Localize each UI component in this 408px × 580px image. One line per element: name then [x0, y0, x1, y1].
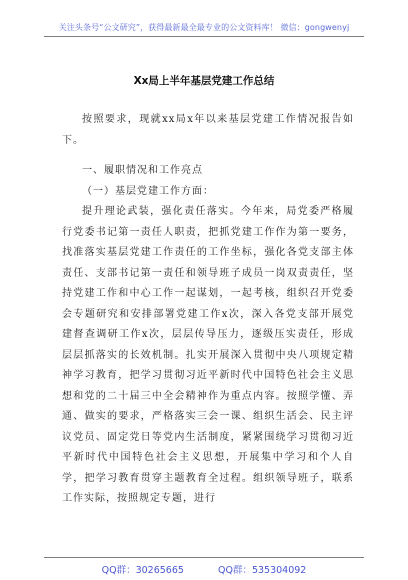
header-divider — [44, 36, 364, 37]
document-title: Xx局上半年基层党建工作总结 — [133, 75, 275, 87]
body-paragraph: 提升理论武装，强化责任落实。今年来，局党委严格履行党委书记第一责任人职责，把抓党建工作作为第一要务，找准落实基层党建工作责任的工作坐标，强化各党支部主体责任、支部书记第一责任和领导班子成员一岗双责责任，坚持党建工作和中心工作一起谋划，一起考核，组织召开党委会专题研究和安排部署党建工作x次，深入各党支部开展党建督查调研工作x次，层层传导压力，逐级压实责任，形成层层抓落实的长效机制。扎实开展深入贯彻中央八项规定精神学习教育，把学习贯彻习近平新时代中国特色社会主义思想和党的二十届三中全会精神作为重点内容。按照学懂、弄通、做实的要求，严格落实三会一课、组织生活会、民主评议党员、固定党日等党内生活制度，紧紧围绕学习贯彻习近平新时代中国特色社会主义思想，开展集中学习和个人自学，把学习教育贯穿主题教育全过程。组织领导班子，联系工作实际，按照规定专题，进行 — [62, 206, 354, 504]
document-body — [62, 110, 354, 510]
footer — [0, 562, 408, 576]
header-banner: 关注头条号“公文研究”，获得最新最全最专业的公文资料库！ 微信：gongwenyj — [58, 23, 350, 32]
subsection-heading: （一）基层党建工作方面： — [82, 185, 214, 197]
section-heading: 一、履职情况和工作亮点 — [82, 165, 203, 176]
footer-qq-group-1: QQ群：30265665 — [101, 565, 184, 576]
footer-divider — [44, 557, 364, 558]
footer-qq-group-2: QQ群：535304092 — [218, 565, 307, 576]
intro-paragraph: 按照要求，现就xx局x年以来基层党建工作情况报告如下。 — [62, 114, 354, 146]
